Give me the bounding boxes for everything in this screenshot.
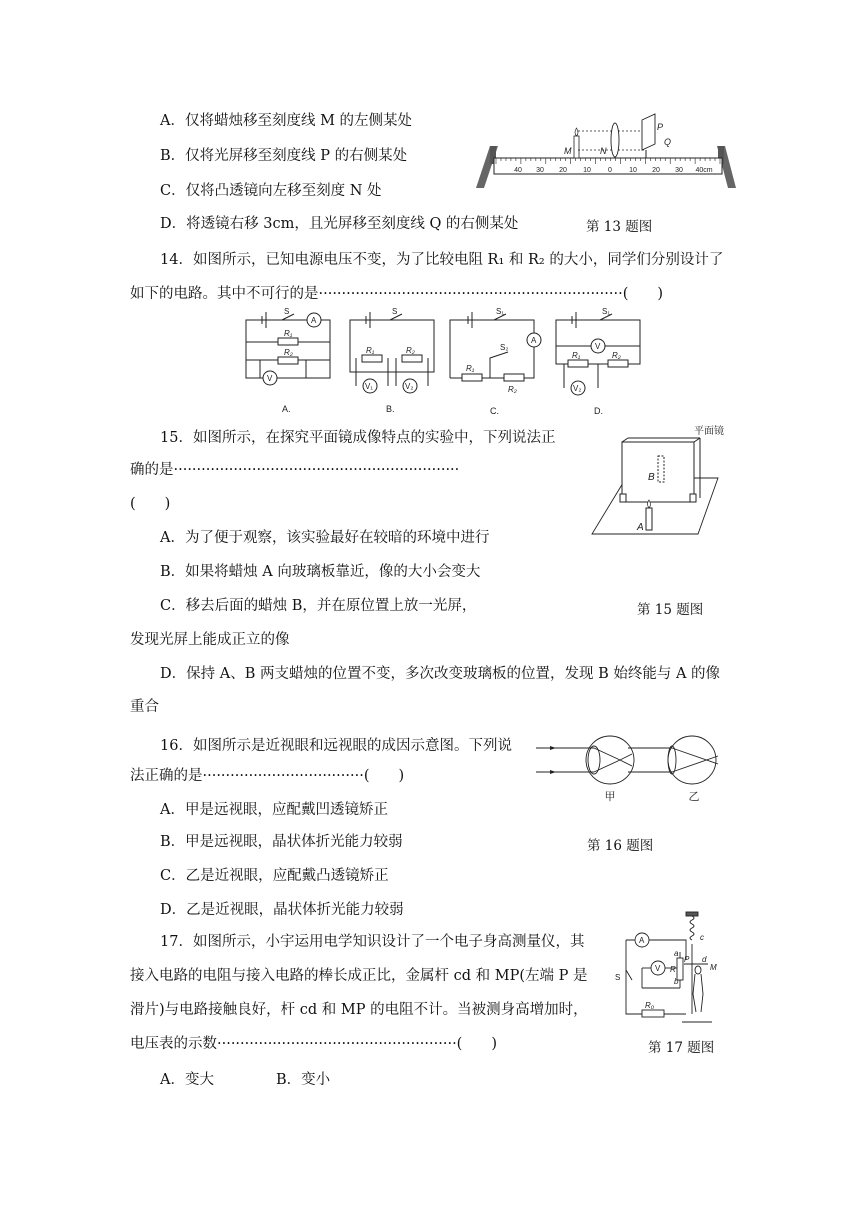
q17-label-ammeter: A	[639, 936, 645, 945]
q17-stem-line3: 滑片)与电路接触良好，杆 cd 和 MP 的电阻不计。当被测身高增加时，	[130, 1002, 588, 1018]
q14-circuits-figure	[238, 306, 658, 418]
q14-stem-line1: 14．如图所示，已知电源电压不变，为了比较电阻 R₁ 和 R₂ 的大小，同学们分别设计了	[160, 252, 724, 268]
q17-height-meter-figure	[612, 910, 732, 1030]
q15-stem-line2: 确的是······························································	[130, 462, 460, 478]
q15-option-c: C．移去后面的蜡烛 B，并在原位置上放一光屏，	[160, 598, 477, 614]
q14-circuit-label-a: A.	[282, 404, 291, 414]
q14-label-s: S	[284, 307, 290, 316]
q15-label-a: A	[637, 522, 644, 533]
q13-tick-label: 20	[652, 167, 660, 174]
q16-option-c: C．乙是近视眼，应配戴凸透镜矫正	[160, 868, 389, 884]
q14-label-r2: R₂	[284, 348, 293, 357]
q15-option-c-cont: 发现光屏上能成正立的像	[130, 632, 290, 648]
q17-label-d: d	[702, 955, 707, 964]
q15-caption: 第 15 题图	[637, 602, 704, 618]
q17-stem-line1: 17．如图所示，小宇运用电学知识设计了一个电子身高测量仪，其	[160, 934, 585, 950]
q16-stem-line1: 16．如图所示是近视眼和远视眼的成因示意图。下列说	[160, 738, 512, 754]
q17-label-r: R	[670, 965, 676, 974]
q15-option-b: B．如果将蜡烛 A 向玻璃板靠近，像的大小会变大	[160, 564, 481, 580]
q13-tick-label: 20	[559, 167, 567, 174]
q14-label-r1: R₁	[466, 364, 475, 373]
q13-tick-label: 40	[514, 167, 522, 174]
q14-label-r2: R₂	[406, 346, 415, 355]
q14-label-ammeter: A	[531, 336, 537, 345]
q13-option-d: D．将透镜右移 3cm，且光屏移至刻度线 Q 的右侧某处	[160, 216, 519, 232]
q16-stem-line2: 法正确的是···································( )	[130, 768, 405, 784]
q13-option-b: B．仅将光屏移至刻度线 P 的右侧某处	[160, 148, 408, 164]
q14-label-r2: R₂	[508, 385, 517, 394]
q14-label-voltmeter: V	[267, 374, 273, 383]
q14-label-s: S	[392, 307, 398, 316]
q17-option-a: A．变大	[160, 1072, 214, 1088]
q15-option-a: A．为了便于观察，该实验最好在较暗的环境中进行	[160, 530, 490, 546]
q13-label-p: P	[657, 122, 664, 132]
q13-tick-label: 10	[629, 167, 637, 174]
q14-label-r1: R₁	[284, 329, 293, 338]
q17-option-b: B．变小	[276, 1072, 331, 1088]
q17-stem-line4: 电压表的示数····················································( )	[130, 1036, 497, 1052]
q14-label-v2: V₂	[573, 384, 582, 393]
q14-label-v1: V₁	[365, 382, 374, 391]
q13-caption: 第 13 题图	[586, 219, 653, 235]
q17-caption: 第 17 题图	[648, 1040, 715, 1056]
q15-answer-blank: ( )	[130, 496, 171, 512]
q13-tick-label: 30	[675, 167, 683, 174]
q14-label-s2: S₂	[500, 343, 509, 352]
q17-label-switch: S	[615, 973, 621, 982]
q14-circuit-label-c: C.	[490, 406, 499, 416]
q14-circuit-b	[350, 312, 434, 393]
q16-label-jia: 甲	[604, 791, 616, 803]
q13-option-c: C．仅将凸透镜向左移至刻度 N 处	[160, 183, 382, 199]
q17-label-b: b	[674, 977, 679, 986]
q14-label-s1: S₁	[496, 307, 505, 316]
q14-circuit-d	[556, 312, 640, 395]
q17-label-a: a	[674, 949, 679, 958]
q14-stem-line2: 如下的电路。其中不可行的是··································································( )	[130, 286, 664, 302]
q15-plane-mirror-figure	[588, 418, 738, 540]
q13-tick-label: 30	[536, 167, 544, 174]
q14-label-s1: S₁	[602, 307, 611, 316]
q14-label-ammeter: A	[311, 316, 317, 325]
q13-label-m: M	[564, 146, 572, 156]
q14-label-r1: R₁	[572, 351, 581, 360]
q15-label-b: B	[648, 472, 655, 483]
q13-label-q: Q	[664, 137, 672, 147]
q14-circuit-label-d: D.	[594, 406, 603, 416]
q14-label-voltmeter: V	[595, 342, 601, 351]
q17-stem-line2: 接入电路的电阻与接入电路的棒长成正比，金属杆 cd 和 MP(左端 P 是	[130, 968, 588, 984]
q13-tick-label: 0	[608, 167, 612, 174]
q14-circuit-label-b: B.	[386, 404, 395, 414]
q17-label-p: P	[684, 955, 690, 964]
q17-label-voltmeter: V	[655, 964, 661, 973]
q14-label-r2: R₂	[612, 351, 621, 360]
q17-label-c: c	[700, 933, 704, 942]
q14-label-r1: R₁	[366, 346, 375, 355]
q16-option-d: D．乙是近视眼，晶状体折光能力较弱	[160, 902, 404, 918]
q13-tick-label: 40cm	[695, 167, 713, 174]
q16-eye-figure	[532, 730, 732, 820]
q16-option-a: A．甲是远视眼，应配戴凹透镜矫正	[160, 802, 388, 818]
q13-option-a: A．仅将蜡烛移至刻度线 M 的左侧某处	[160, 113, 413, 129]
q16-caption: 第 16 题图	[587, 838, 654, 854]
q15-stem-line1: 15．如图所示，在探究平面镜成像特点的实验中，下列说法正	[160, 430, 556, 446]
q15-option-d-cont: 重合	[130, 699, 159, 715]
q16-label-yi: 乙	[688, 791, 700, 803]
q17-label-r0: R₀	[645, 1001, 655, 1010]
q16-option-b: B．甲是远视眼，晶状体折光能力较弱	[160, 834, 403, 850]
q13-optical-bench-figure	[470, 110, 745, 198]
q13-tick-label: 10	[583, 167, 591, 174]
q15-label-mirror: 平面镜	[694, 426, 724, 437]
q14-label-v2: V₂	[405, 382, 414, 391]
q14-circuit-c	[450, 312, 541, 381]
q17-label-m: M	[710, 963, 717, 972]
q13-label-n: N	[600, 146, 607, 156]
q15-option-d: D．保持 A、B 两支蜡烛的位置不变，多次改变玻璃板的位置，发现 B 始终能与 A 的像	[160, 666, 721, 682]
